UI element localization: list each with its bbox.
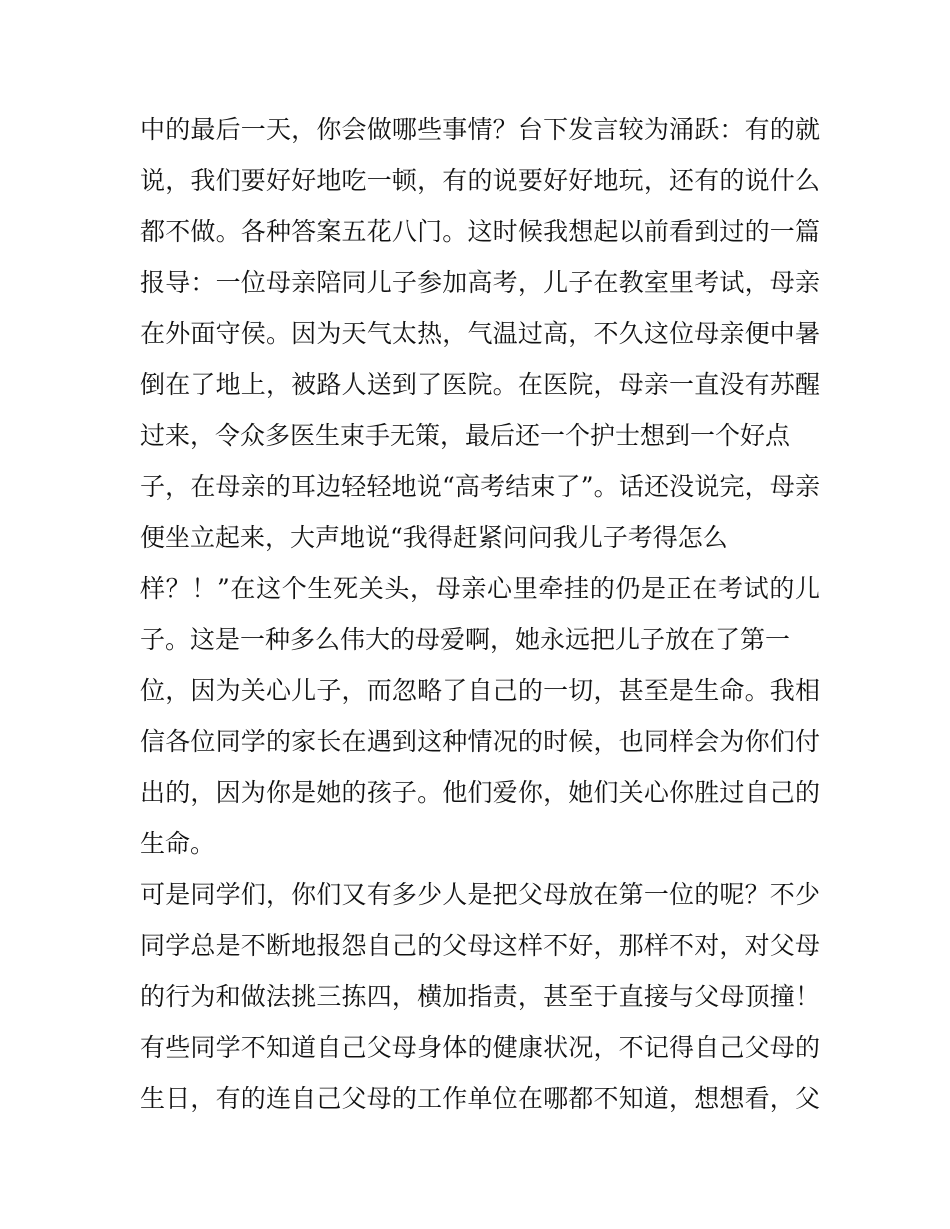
text-line: 位，因为关心儿子，而忽略了自己的一切，甚至是生命。我相: [140, 676, 820, 705]
text-line: 过来，令众多医生束手无策，最后还一个护士想到一个好点: [140, 421, 791, 450]
text-line: 子，在母亲的耳边轻轻地说“高考结束了”。话还没说完，母亲: [140, 472, 820, 501]
text-line: 在外面守侯。因为天气太热，气温过高，不久这位母亲便中暑: [140, 319, 820, 348]
text-line: 报导：一位母亲陪同儿子参加高考，儿子在教室里考试，母亲: [140, 268, 820, 297]
text-line: 便坐立起来，大声地说“我得赶紧问问我儿子考得怎么: [140, 523, 728, 552]
text-line: 的行为和做法挑三拣四，横加指责，甚至于直接与父母顶撞！: [140, 982, 820, 1011]
text-line: 有些同学不知道自己父母身体的健康状况，不记得自己父母的: [140, 1033, 820, 1062]
text-line: 生命。: [140, 829, 216, 858]
text-line: 中的最后一天，你会做哪些事情？台下发言较为涌跃：有的就: [140, 115, 820, 144]
text-line: 都不做。各种答案五花八门。这时候我想起以前看到过的一篇: [140, 217, 820, 246]
text-line: 说，我们要好好地吃一顿，有的说要好好地玩，还有的说什么: [140, 166, 820, 195]
text-line: 生日，有的连自己父母的工作单位在哪都不知道，想想看，父: [140, 1084, 820, 1113]
text-line: 子。这是一种多么伟大的母爱啊，她永远把儿子放在了第一: [140, 625, 791, 654]
body-text: [140, 104, 820, 1124]
text-line: 信各位同学的家长在遇到这种情况的时候，也同样会为你们付: [140, 727, 820, 756]
text-line: 出的，因为你是她的孩子。他们爱你，她们关心你胜过自己的: [140, 778, 820, 807]
text-line: 倒在了地上，被路人送到了医院。在医院，母亲一直没有苏醒: [140, 370, 820, 399]
text-line: 样？！”在这个生死关头，母亲心里牵挂的仍是正在考试的儿: [140, 574, 820, 603]
text-line: 同学总是不断地报怨自己的父母这样不好，那样不对，对父母: [140, 931, 820, 960]
text-line: 可是同学们，你们又有多少人是把父母放在第一位的呢？不少: [140, 880, 820, 909]
